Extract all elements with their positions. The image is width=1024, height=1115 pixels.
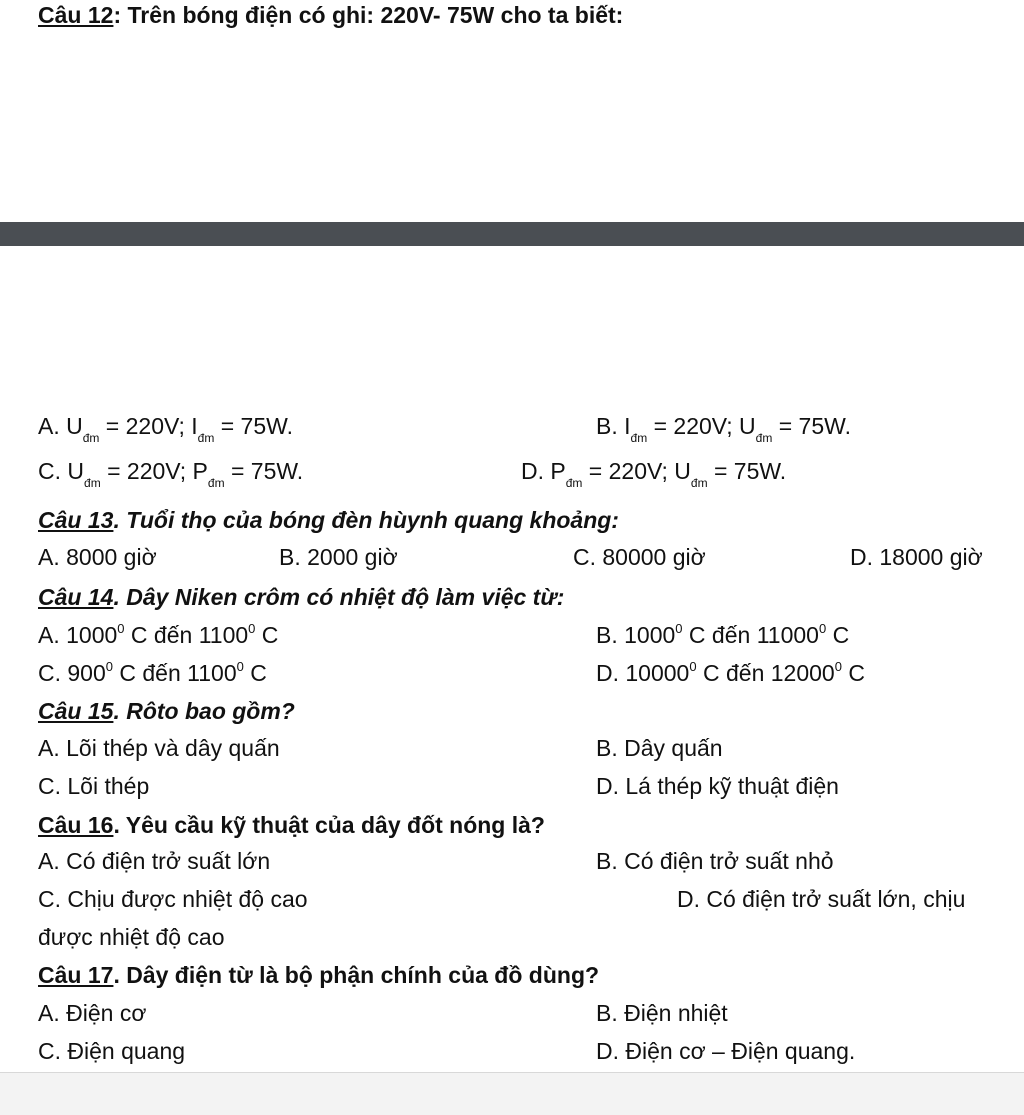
q16-option-b[interactable]: B. Có điện trở suất nhỏ	[596, 848, 834, 874]
question-13-heading	[38, 505, 619, 535]
q16-option-d[interactable]: D. Có điện trở suất lớn, chịu	[677, 886, 966, 912]
question-12-heading	[38, 0, 623, 30]
question-15-heading	[38, 696, 295, 726]
question-17-label: Câu 17	[38, 962, 114, 988]
q12-option-d[interactable]: D. $P_{đm} = 220V$; $U_{đm} = 75W$.	[521, 458, 787, 490]
question-16-text: . Yêu cầu kỹ thuật của dây đốt nóng là?	[113, 812, 545, 838]
question-12-text: : Trên bóng điện có ghi: 220V- 75W cho ta biết:	[113, 2, 624, 28]
q16-option-a[interactable]: A. Có điện trở suất lớn	[38, 848, 271, 874]
question-14-label: Câu 14	[38, 584, 114, 610]
q13-option-c[interactable]: C. 80000 giờ	[573, 544, 706, 570]
q17-option-a[interactable]: A. Điện cơ	[38, 1000, 147, 1026]
q14-option-d[interactable]: D. 10000$^0$ C đến 12000$^0$ C	[596, 659, 865, 686]
question-14-heading	[38, 582, 564, 612]
question-14-text: . Dây Niken crôm có nhiệt độ làm việc từ:	[113, 584, 565, 610]
q13-option-b[interactable]: B. 2000 giờ	[279, 544, 398, 570]
page-footer-strip	[0, 1072, 1024, 1115]
q12-option-b[interactable]: B. $I_{đm} = 220V$; $U_{đm} = 75W$.	[596, 413, 851, 445]
question-16-heading	[38, 810, 545, 840]
q12-option-c[interactable]: C. $U_{đm} = 220V$; $P_{đm} = 75W$.	[38, 458, 304, 490]
question-16-label: Câu 16	[38, 812, 114, 838]
section-divider-bar	[0, 222, 1024, 246]
blank-area	[0, 30, 1024, 222]
q15-option-c[interactable]: C. Lõi thép	[38, 773, 150, 799]
q13-option-a[interactable]: A. 8000 giờ	[38, 544, 157, 570]
q15-option-d[interactable]: D. Lá thép kỹ thuật điện	[596, 773, 839, 799]
q14-option-b[interactable]: B. 1000$^0$ C đến 11000$^0$ C	[596, 621, 850, 648]
q14-option-c[interactable]: C. $900^0$ C đến 1100$^0$ C	[38, 659, 267, 686]
question-13-text: . Tuổi thọ của bóng đèn hùynh quang khoảng:	[113, 507, 619, 533]
q15-option-a[interactable]: A. Lõi thép và dây quấn	[38, 735, 280, 761]
q12-option-a[interactable]: A. $U_{đm} = 220V$; $I_{đm} = 75W$.	[38, 413, 293, 445]
q13-option-d[interactable]: D. 18000 giờ	[850, 544, 983, 570]
question-12-label: Câu 12	[38, 2, 114, 28]
q16-option-c[interactable]: C. Chịu được nhiệt độ cao	[38, 886, 308, 912]
q14-option-a[interactable]: A. 1000$^0$ C đến 1100$^0$ C	[38, 621, 279, 648]
question-17-heading	[38, 960, 599, 990]
question-15-text: . Rôto bao gồm?	[113, 698, 295, 724]
question-13-label: Câu 13	[38, 507, 114, 533]
q17-option-c[interactable]: C. Điện quang	[38, 1038, 186, 1064]
question-17-text: . Dây điện từ là bộ phận chính của đồ dùng?	[113, 962, 600, 988]
q17-option-d[interactable]: D. Điện cơ – Điện quang.	[596, 1038, 856, 1064]
q15-option-b[interactable]: B. Dây quấn	[596, 735, 723, 761]
question-15-label: Câu 15	[38, 698, 114, 724]
q16-option-d-continuation: được nhiệt độ cao	[38, 924, 225, 950]
q17-option-b[interactable]: B. Điện nhiệt	[596, 1000, 728, 1026]
